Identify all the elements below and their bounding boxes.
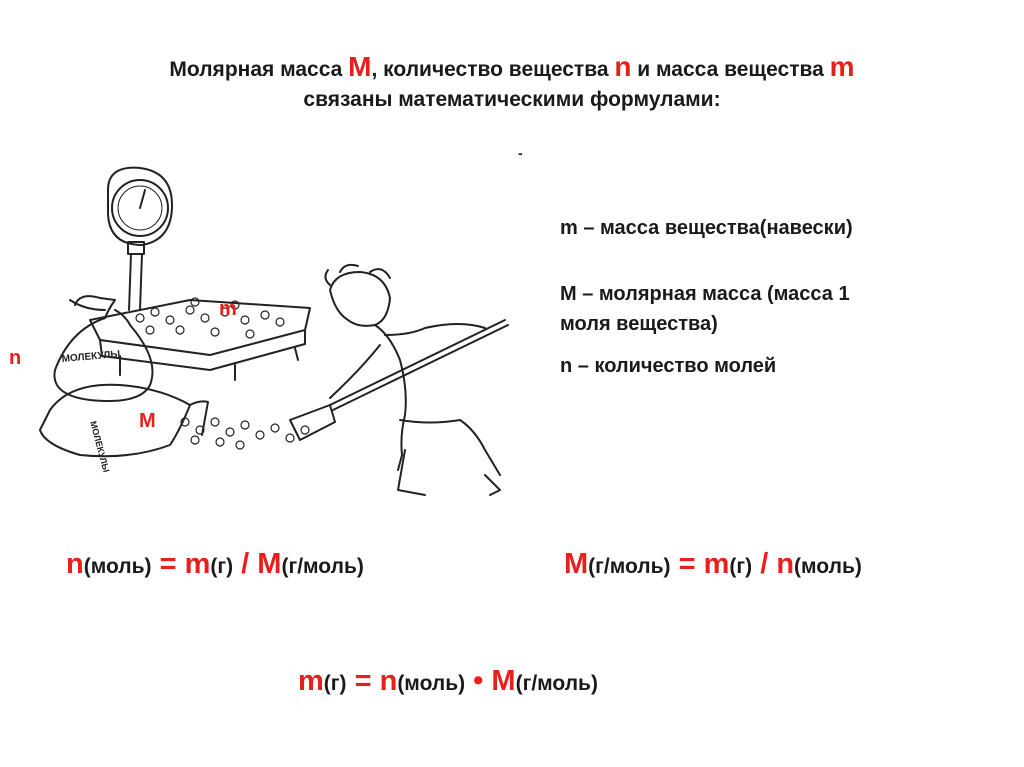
formula-m-unit-2: (моль) [397,672,466,695]
formula-M-symbol-m: m [703,548,730,580]
title-symbol-M: M [348,51,372,82]
definition-M-line2: моля вещества) [560,313,718,335]
formula-n-unit-2: (г) [210,555,234,578]
formula-M-unit-2: (г) [729,555,753,578]
definition-M-line1: M – молярная масса (масса 1 [560,283,850,305]
formula-m-symbol-M: M [491,665,516,697]
title-text-1: Молярная масса [169,58,349,81]
bag-lower-icon [40,385,208,474]
formula-n-symbol-m: m [184,548,211,580]
formula-n-symbol-n: n [66,548,84,580]
illustration [30,160,530,505]
illustration-label-M: M [139,410,156,432]
definition-m: m – масса вещества(навески) [560,217,853,239]
formula-n-unit-3: (г/моль) [281,555,364,578]
title-text-2: , количество вещества [371,58,615,81]
title-text-3: и масса вещества [631,58,830,81]
formula-M-symbol-n: n [776,548,795,580]
formula-m-symbol-n: n [379,665,398,697]
formula-m [298,665,598,698]
person-icon [325,265,500,495]
formula-n-divide: / [233,548,258,580]
formula-m-multiply: • [465,665,492,697]
formula-M-equals: = [670,548,704,580]
formula-n-unit-1: (моль) [83,555,152,578]
scale-dial-icon [108,168,172,310]
shovel-icon [290,320,508,440]
formula-M [564,548,862,581]
formula-n-equals: = [151,548,185,580]
coins-icon [181,418,309,449]
formula-M-unit-3: (моль) [794,555,862,578]
definition-n: n – количество молей [560,355,777,377]
scale-platform-icon [90,298,310,380]
formula-m-equals: = [346,665,380,697]
formula-m-unit-3: (г/моль) [515,672,598,695]
formula-M-divide: / [752,548,777,580]
title-symbol-n: n [614,51,632,82]
formula-n [66,548,364,581]
page-title [0,52,1024,85]
formula-M-unit-1: (г/моль) [588,555,671,578]
formula-m-unit-1: (г) [323,672,347,695]
bag-lower-label: МОЛЕКУЛЫ [88,419,112,474]
formula-M-symbol-M: M [564,548,589,580]
page-subtitle: связаны математическими формулами: [303,88,721,111]
title-symbol-m: m [829,51,855,82]
bag-upper-label: МОЛЕКУЛЫ [61,348,121,365]
illustration-label-m: m [219,298,237,320]
illustration-label-n: n [9,347,22,369]
stray-dash: - [518,145,523,161]
formula-m-symbol-m: m [298,665,324,697]
formula-n-symbol-M: M [257,548,282,580]
